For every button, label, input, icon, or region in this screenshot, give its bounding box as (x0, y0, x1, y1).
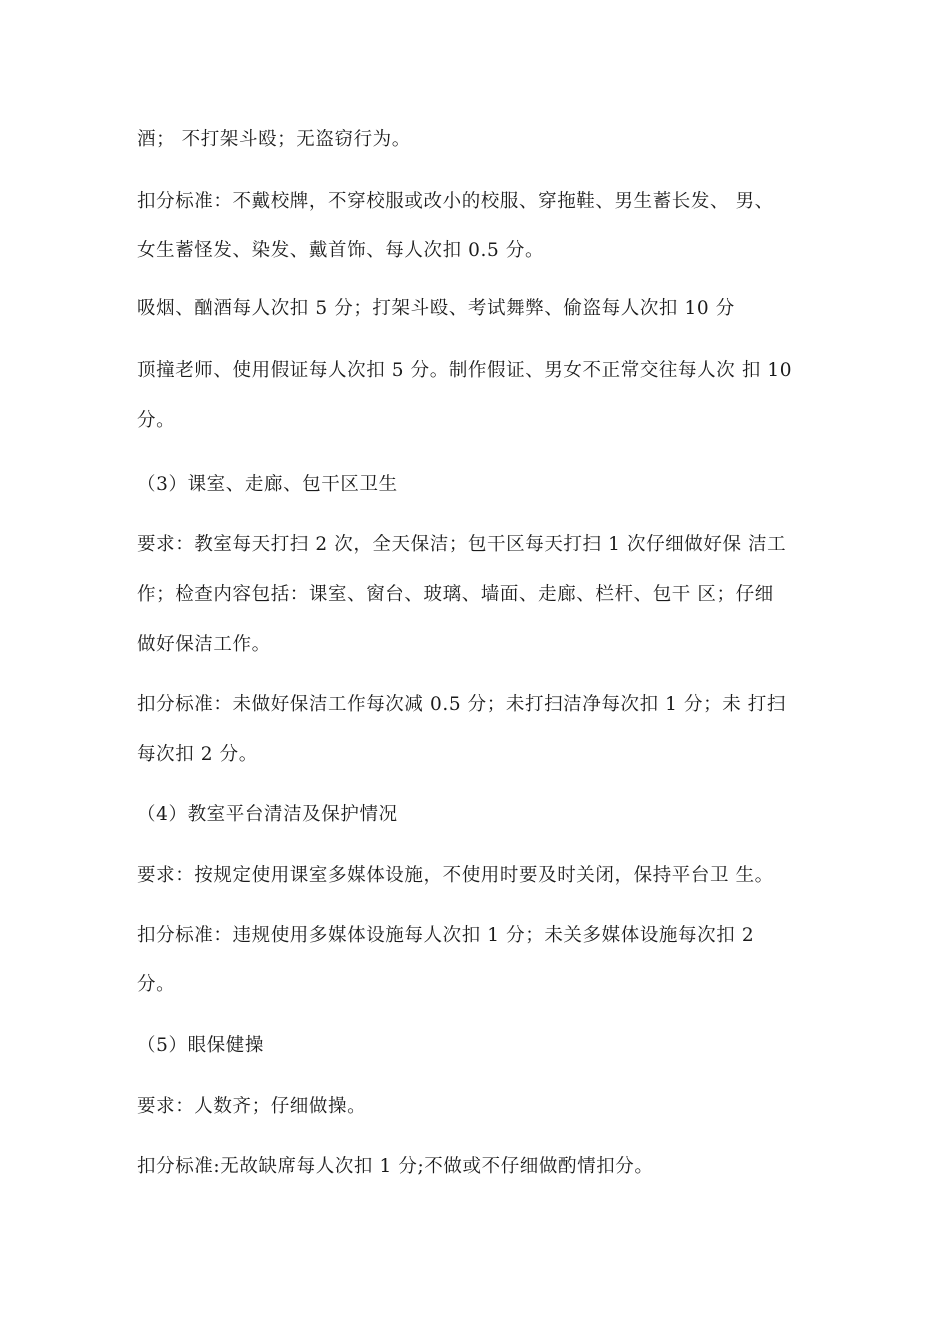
text-line: 酒； 不打架斗殴；无盗窃行为。 (137, 129, 411, 150)
text-line: 要求：教室每天打扫 2 次，全天保洁；包干区每天打扫 1 次仔细做好保 洁工 (137, 534, 787, 555)
text-line: 每次扣 2 分。 (137, 744, 258, 765)
text-line: 分。 (137, 410, 176, 431)
text-line: 吸烟、酗酒每人次扣 5 分；打架斗殴、考试舞弊、偷盗每人次扣 10 分 (137, 298, 735, 319)
text-line: 女生蓄怪发、染发、戴首饰、每人次扣 0.5 分。 (137, 240, 545, 261)
text-line: 扣分标准：违规使用多媒体设施每人次扣 1 分；未关多媒体设施每次扣 2 (137, 925, 755, 946)
text-line: 做好保洁工作。 (137, 634, 271, 655)
text-line: 要求：按规定使用课室多媒体设施，不使用时要及时关闭，保持平台卫 生。 (137, 865, 774, 886)
text-line: 要求：人数齐；仔细做操。 (137, 1096, 367, 1117)
text-line: 扣分标准：不戴校牌，不穿校服或改小的校服、穿拖鞋、男生蓄长发、 男、 (137, 191, 774, 212)
section-heading: （5）眼保健操 (137, 1035, 264, 1056)
text-line: 顶撞老师、使用假证每人次扣 5 分。制作假证、男女不正常交往每人次 扣 10 (137, 360, 793, 381)
text-line: 扣分标准:无故缺席每人次扣 1 分;不做或不仔细做酌情扣分。 (137, 1156, 654, 1177)
section-heading: （4）教室平台清洁及保护情况 (137, 804, 398, 825)
text-line: 分。 (137, 974, 176, 995)
section-heading: （3）课室、走廊、包干区卫生 (137, 474, 398, 495)
text-line: 扣分标准：未做好保洁工作每次减 0.5 分；未打扫洁净每次扣 1 分；未 打扫 (137, 694, 786, 715)
text-line: 作；检查内容包括：课室、窗台、玻璃、墙面、走廊、栏杆、包干 区；仔细 (137, 584, 774, 605)
